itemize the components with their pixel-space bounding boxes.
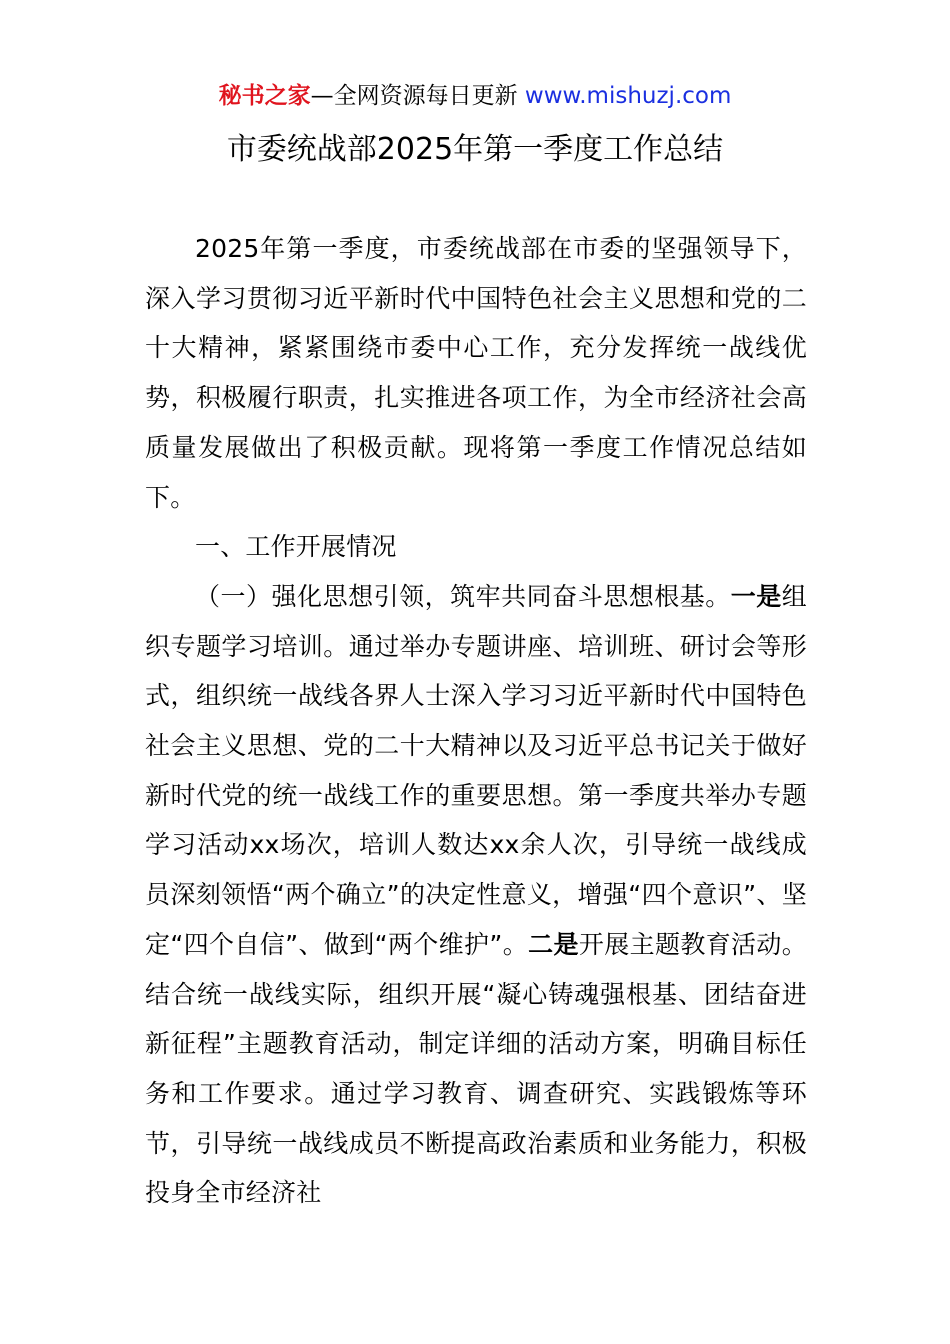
- point-text-1: 组织专题学习培训。通过举办专题讲座、培训班、研讨会等形式，组织统一战线各界人士深入学习习近平新时代中国特色社会主义思想、党的二十大精神以及习近平总书记关于做好新时代党的统一战线工作的重要思想。第一季度共举办专题学习活动xx场次，培训人数达xx余人次，引导统一战线成员深刻领悟“两个确立”的决定性意义，增强“四个意识”、坚定“四个自信”、做到“两个维护”。: [145, 581, 807, 959]
- intro-paragraph: 2025年第一季度，市委统战部在市委的坚强领导下，深入学习贯彻习近平新时代中国特色社会主义思想和党的二十大精神，紧紧围绕市委中心工作，充分发挥统一战线优势，积极履行职责，扎实推进各项工作，为全市经济社会高质量发展做出了积极贡献。现将第一季度工作情况总结如下。: [145, 234, 807, 512]
- site-banner: [0, 81, 950, 111]
- point-marker-1: 一是: [730, 581, 782, 611]
- brand-name: 秘书之家: [218, 83, 311, 109]
- banner-tagline: —全网资源每日更新: [310, 83, 525, 109]
- point-text-2: 开展主题教育活动。结合统一战线实际，组织开展“凝心铸魂强根基、团结奋进新征程”主题教育活动，制定详细的活动方案，明确目标任务和工作要求。通过学习教育、调查研究、实践锻炼等环节，引导统一战线成员不断提高政治素质和业务能力，积极投身全市经济社: [145, 929, 807, 1208]
- point-marker-2: 二是: [528, 929, 579, 959]
- subsection-paragraph: [145, 572, 807, 1218]
- section-heading: 一、工作开展情况: [195, 532, 397, 562]
- subsection-lead: （一）强化思想引领，筑牢共同奋斗思想根基。: [195, 581, 731, 611]
- website-link[interactable]: www.mishuzj.com: [524, 83, 732, 109]
- document-body: [145, 224, 807, 1218]
- document-title: 市委统战部2025年第一季度工作总结: [226, 132, 724, 167]
